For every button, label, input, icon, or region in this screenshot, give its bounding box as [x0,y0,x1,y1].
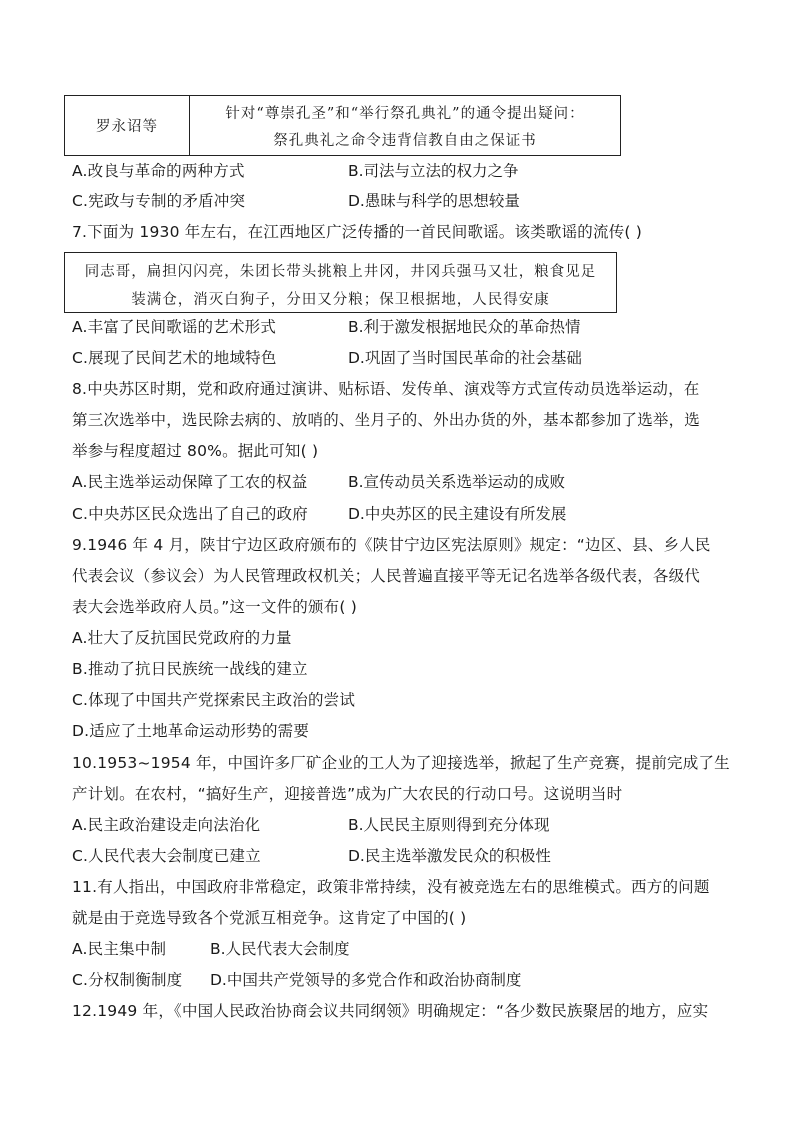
q8-option-b: B.宣传动员关系选举运动的成败 [348,473,566,491]
q7-lyrics-line1: 同志哥，扁担闪闪亮，朱团长带头挑粮上井冈，井冈兵强马又壮，粮食见足 [84,264,597,280]
q7-lyrics-box [64,252,617,313]
q6-table-right-line1: 针对“尊崇孔圣”和“举行祭孔典礼”的通令提出疑问： [225,106,585,122]
q11-option-a: A.民主集中制 [72,940,167,958]
q9-option-d: D.适应了土地革命运动形势的需要 [72,722,310,740]
q6-option-b: B.司法与立法的权力之争 [348,162,519,180]
q8-stem-line1: 8.中央苏区时期，党和政府通过演讲、贴标语、发传单、演戏等方式宣传动员选举运动，在 [72,380,700,398]
q10-option-a: A.民主政治建设走向法治化 [72,816,261,834]
q6-option-a: A.改良与革命的两种方式 [72,162,245,180]
q12-stem-line1: 12.1949 年，《中国人民政治协商会议共同纲领》明确规定：“各少数民族聚居的地方，应实 [72,1002,709,1020]
q9-stem-line3: 表大会选举政府人员。”这一文件的颁布( ) [72,598,358,616]
q9-stem-line1: 9.1946 年 4 月，陕甘宁边区政府颁布的《陕甘宁边区宪法原则》规定：“边区、县、乡人民 [72,536,711,554]
q6-table-right-line2: 祭孔典礼之命令违背信教自由之保证书 [273,133,537,149]
q9-stem-line2: 代表会议（参议会）为人民管理政权机关；人民普遍直接平等无记名选举各级代表，各级代 [72,567,701,585]
q6-table-left-cell: 罗永诏等 [96,119,158,135]
q8-stem-line3: 举参与程度超过 80%。据此可知( ) [72,442,319,460]
q9-option-b: B.推动了抗日民族统一战线的建立 [72,660,308,678]
q11-option-c: C.分权制衡制度 [72,971,183,989]
q11-stem-line1: 11.有人指出，中国政府非常稳定，政策非常持续，没有被竞选左右的思维模式。西方的问题 [72,878,710,896]
q11-option-b: B.人民代表大会制度 [210,940,350,958]
q10-option-b: B.人民民主原则得到充分体现 [348,816,550,834]
q7-option-d: D.巩固了当时国民革命的社会基础 [348,349,582,367]
q10-stem-line1: 10.1953~1954 年，中国许多厂矿企业的工人为了迎接选举，掀起了生产竞赛，提前完成了生 [72,754,730,772]
q7-option-b: B.利于激发根据地民众的革命热情 [348,318,581,336]
q9-option-c: C.体现了中国共产党探索民主政治的尝试 [72,691,356,709]
q6-option-d: D.愚昧与科学的思想较量 [348,192,520,210]
q9-option-a: A.壮大了反抗国民党政府的力量 [72,629,292,647]
q8-option-c: C.中央苏区民众选出了自己的政府 [72,505,308,523]
q7-option-c: C.展现了民间艺术的地域特色 [72,349,277,367]
q10-stem-line2: 产计划。在农村，“搞好生产，迎接普选”成为广大农民的行动口号。这说明当时 [72,785,623,803]
q10-option-d: D.民主选举激发民众的积极性 [348,847,551,865]
q11-stem-line2: 就是由于竞选导致各个党派互相竞争。这肯定了中国的( ) [72,909,467,927]
q11-option-d: D.中国共产党领导的多党合作和政治协商制度 [210,971,522,989]
q7-option-a: A.丰富了民间歌谣的艺术形式 [72,318,277,336]
q10-option-c: C.人民代表大会制度已建立 [72,847,261,865]
q6-option-c: C.宪政与专制的矛盾冲突 [72,192,246,210]
q8-option-d: D.中央苏区的民主建设有所发展 [348,505,567,523]
q8-option-a: A.民主选举运动保障了工农的权益 [72,473,308,491]
q8-stem-line2: 第三次选举中，选民除去病的、放哨的、坐月子的、外出办货的外，基本都参加了选举，选 [72,411,701,429]
q6-table [64,95,621,156]
q7-stem: 7.下面为 1930 年左右，在江西地区广泛传播的一首民间歌谣。该类歌谣的流传( ) [72,223,643,241]
q7-lyrics-line2: 装满仓，消灭白狗子，分田又分粮；保卫根据地，人民得安康 [131,292,550,308]
